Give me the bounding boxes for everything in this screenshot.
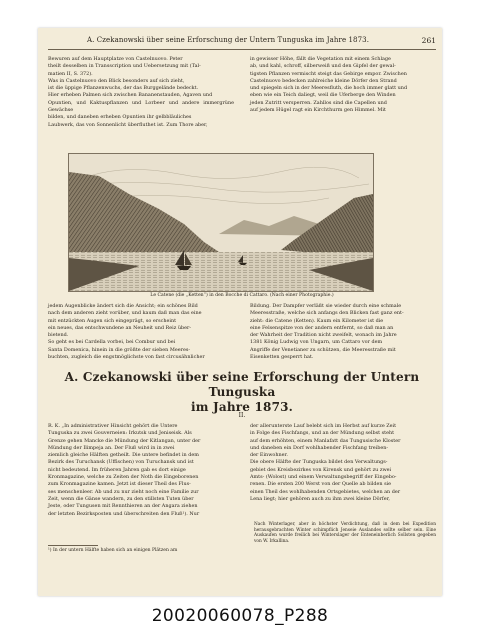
- section-number: II.: [238, 412, 246, 419]
- text-line: tigsten Pflanzen vermischt steigt das Gebirge empor. Zwischen: [250, 70, 407, 77]
- running-title: A. Czekanowski über seine Erforschung der Untern Tunguska im Jahre 1873.: [86, 36, 370, 44]
- text-line: auf jedem Hügel ragt ein Kirchthurm gen Himmel. Mit: [250, 107, 386, 114]
- page-number: 261: [421, 36, 436, 45]
- text-line: buchten, zugleich die engstmöglichste von fast circusähnlicher: [48, 354, 205, 361]
- text-line: Meeresstraße, welche sich anfangs den Blicken fast ganz ent-: [250, 310, 404, 317]
- text-line: und spiegeln sich in der Meeresfluth, die hoch immer glatt und: [250, 85, 408, 92]
- text-line: einen Theil des wohlhabenden Ortsgebietes, welchen an der: [250, 488, 401, 495]
- text-line: Tunguska zu zwei Gouverneien: Irkutsk und Jeniseisk. Als: [48, 430, 192, 437]
- text-line: gebiet des Kreisbezirkes von Kirensk und gehört zu zwei: [250, 466, 392, 473]
- article-left-column: [48, 423, 234, 518]
- illustration-caption: Le Catene (die „Ketten“) in den Bocche di Cattaro. (Nach einer Photographie.): [150, 293, 334, 298]
- engraving-illustration: [68, 153, 374, 292]
- text-line: Was in Castelnuovo den Blick besonders auf sich zieht,: [48, 77, 185, 84]
- text-line: jedem Augenblicke ändert sich die Ansicht; ein schönes Bild: [48, 303, 198, 309]
- middle-columns: [48, 303, 436, 361]
- fjord-engraving: [69, 154, 373, 291]
- header-rule: [48, 49, 436, 50]
- article-right-column: [250, 423, 436, 518]
- text-line: jeden Zutritt versperren. Zahllos sind die Capellen und: [250, 99, 387, 106]
- text-line: auf dem erhöhten, einem Manlafatt das Tungusische Kloster: [250, 437, 401, 444]
- text-line: ist die üppige Pflanzenwuchs, der das Burggelände bedeckt.: [48, 85, 199, 92]
- article-columns: [48, 423, 436, 518]
- text-line: eben wie ein Teich daliegt, weil die Uferberge den Winden: [250, 92, 396, 99]
- middle-right-column: [250, 303, 436, 361]
- text-line: bietend.: [48, 332, 69, 339]
- text-line: Castelnuovo bedecken zahlreiche kleine Dörfer den Strand: [250, 77, 397, 84]
- text-line: Santa Domenica, hinein in die größte der sieben Meeres-: [48, 346, 191, 353]
- text-line: nach dem anderen zieht vorüber, und kaum daß man das eine: [48, 310, 202, 317]
- text-line: eine Felsenspitze von der andern entfernt, so daß man an: [250, 324, 394, 331]
- column-note: Nach Winterlager, aber in höchster Verdichtung, daß in dem bei Expedition herausgebrachten Winter schimpflich Jenseie Auslandes sollte selber sein. Eine Auskaufen wurde freilich bei Winterslager der Enteneinberlich Sollsten gegeben von W. Irkallina.: [254, 522, 436, 544]
- text-line: der letzten Bezirksposten und überschreiten den Fluß¹). Nur: [48, 510, 200, 517]
- text-line: in gewisser Höhe, fällt die Vegetation mit einem Schlage: [250, 56, 391, 62]
- footnote: ¹) In der untern Hälfte haben sich an einigen Plätzen am: [48, 548, 178, 553]
- middle-left-column: [48, 303, 234, 361]
- text-line: Angriffe der Venetianer zu schützen, die Meeresstraße mit: [250, 346, 396, 353]
- article-title-line: A. Czekanowski über seine Erforschung der Untern Tunguska: [64, 370, 420, 399]
- text-line: nicht bedeutend. Im früheren Jahren gab es dort einige: [48, 466, 186, 473]
- text-line: ziemlich gleiche Hälften getheilt. Die untere befindet in dem: [48, 452, 199, 459]
- text-line: und daneben ein Dorf wohlhabender Fischfang treiben-: [250, 444, 389, 451]
- top-left-column: [48, 56, 234, 129]
- text-line: Bewuren auf dem Hauptplatze von Castelnuovo. Peter: [48, 56, 183, 62]
- text-line: Lena liegt; hier gehören auch zu ihm zwei kleine Dörfer,: [250, 495, 390, 502]
- running-header: [48, 36, 436, 48]
- text-line: Hier erheben Palmen sich zwischen Bananenstauden, Agaven und: [48, 92, 213, 99]
- text-line: zieht: die Catene (Ketten). Kaum ein Kilometer ist die: [250, 317, 384, 324]
- text-line: der Einwohner.: [250, 452, 288, 459]
- text-line: mit entzückten Augen sich eingeprägt, so erscheint: [48, 317, 177, 324]
- text-line: R. K. „In administrativer Hinsicht gehört die Untere: [48, 423, 178, 429]
- text-line: der Wahrheit der Tradition nicht zweifelt, wonach im Jahre: [250, 332, 397, 339]
- text-line: renen. Die ersten 200 Werst von der Quelle ab bilden sie: [250, 481, 392, 488]
- text-line: Eisenketten gesperrt hat.: [250, 354, 314, 361]
- text-line: Die obere Hälfte der Tunguska bildet den Verwaltungs-: [250, 459, 388, 466]
- text-line: ein neues, das entschwundene an Neuheit und Reiz über-: [48, 324, 191, 331]
- archive-id-label: 20020060078_P288: [151, 606, 329, 626]
- top-columns: [48, 56, 436, 129]
- text-line: Amts- (Wolost) und einem Verwaltungsbegriff der Eingebo-: [250, 474, 397, 481]
- text-line: Jeste, oder Tungusen mit Rennthieren an der Angara ziehen: [48, 503, 198, 510]
- text-line: ses menschenleer. Ab und zu nur zieht noch eine Familie zur: [48, 488, 199, 495]
- text-line: Opuntien, und Kaktuspflanzen und Lorbeer und andere immergrüne Gewächse: [48, 99, 234, 114]
- text-line: Kronmagazine, welche zu Zeiten der Noth die Eingeborenen: [48, 474, 199, 481]
- text-line: matien II, S. 372).: [48, 70, 93, 77]
- text-line: Bildung. Der Dampfer verläßt sie wieder durch eine schmale: [250, 303, 402, 309]
- footnote-rule: [48, 545, 98, 546]
- text-line: der allerunterste Lauf belebt sich im Herbst auf kurze Zeit: [250, 423, 397, 429]
- text-line: zum Kronmagazine kamen. Jetzt ist dieser Theil des Flus-: [48, 481, 191, 488]
- text-line: 1381 König Ludwig von Ungarn, um Cattaro vor dem: [250, 339, 383, 346]
- text-line: Bezirk des Turuchansk (Uffischen) von Turuchansk und ist: [48, 459, 194, 466]
- text-line: Laubwerk, das von Sonnenlicht überfluthet ist. Zum Thore aber,: [48, 121, 208, 128]
- text-line: Mündung der Ilimpeja an. Der Fluß wird in in zwei: [48, 444, 175, 451]
- text-line: theilt desselben in Transscription und Uebersetzung mit (Tal-: [48, 63, 201, 70]
- text-line: ab, und kahl, schroff, silberweiß und den Gipfel der gewal-: [250, 63, 396, 70]
- text-line: Grenze gehen Mancke die Mündung der Kitlangan, unter der: [48, 437, 201, 444]
- text-line: So geht es bei Cardella vorbei, bei Combur und bei: [48, 339, 176, 346]
- text-line: Zeit, wenn die Gänse wandern, zu den stillsten Tuten über: [48, 495, 194, 502]
- article-title: [48, 370, 436, 415]
- text-line: bilden, und daneben erheben Opuntien ihr gelbbläuliches: [48, 114, 192, 121]
- article-title-line: im Jahre 1873.: [190, 400, 294, 414]
- top-right-column: [250, 56, 436, 129]
- text-line: in Folge des Fischfangs, und an der Mündung selbst steht: [250, 430, 395, 437]
